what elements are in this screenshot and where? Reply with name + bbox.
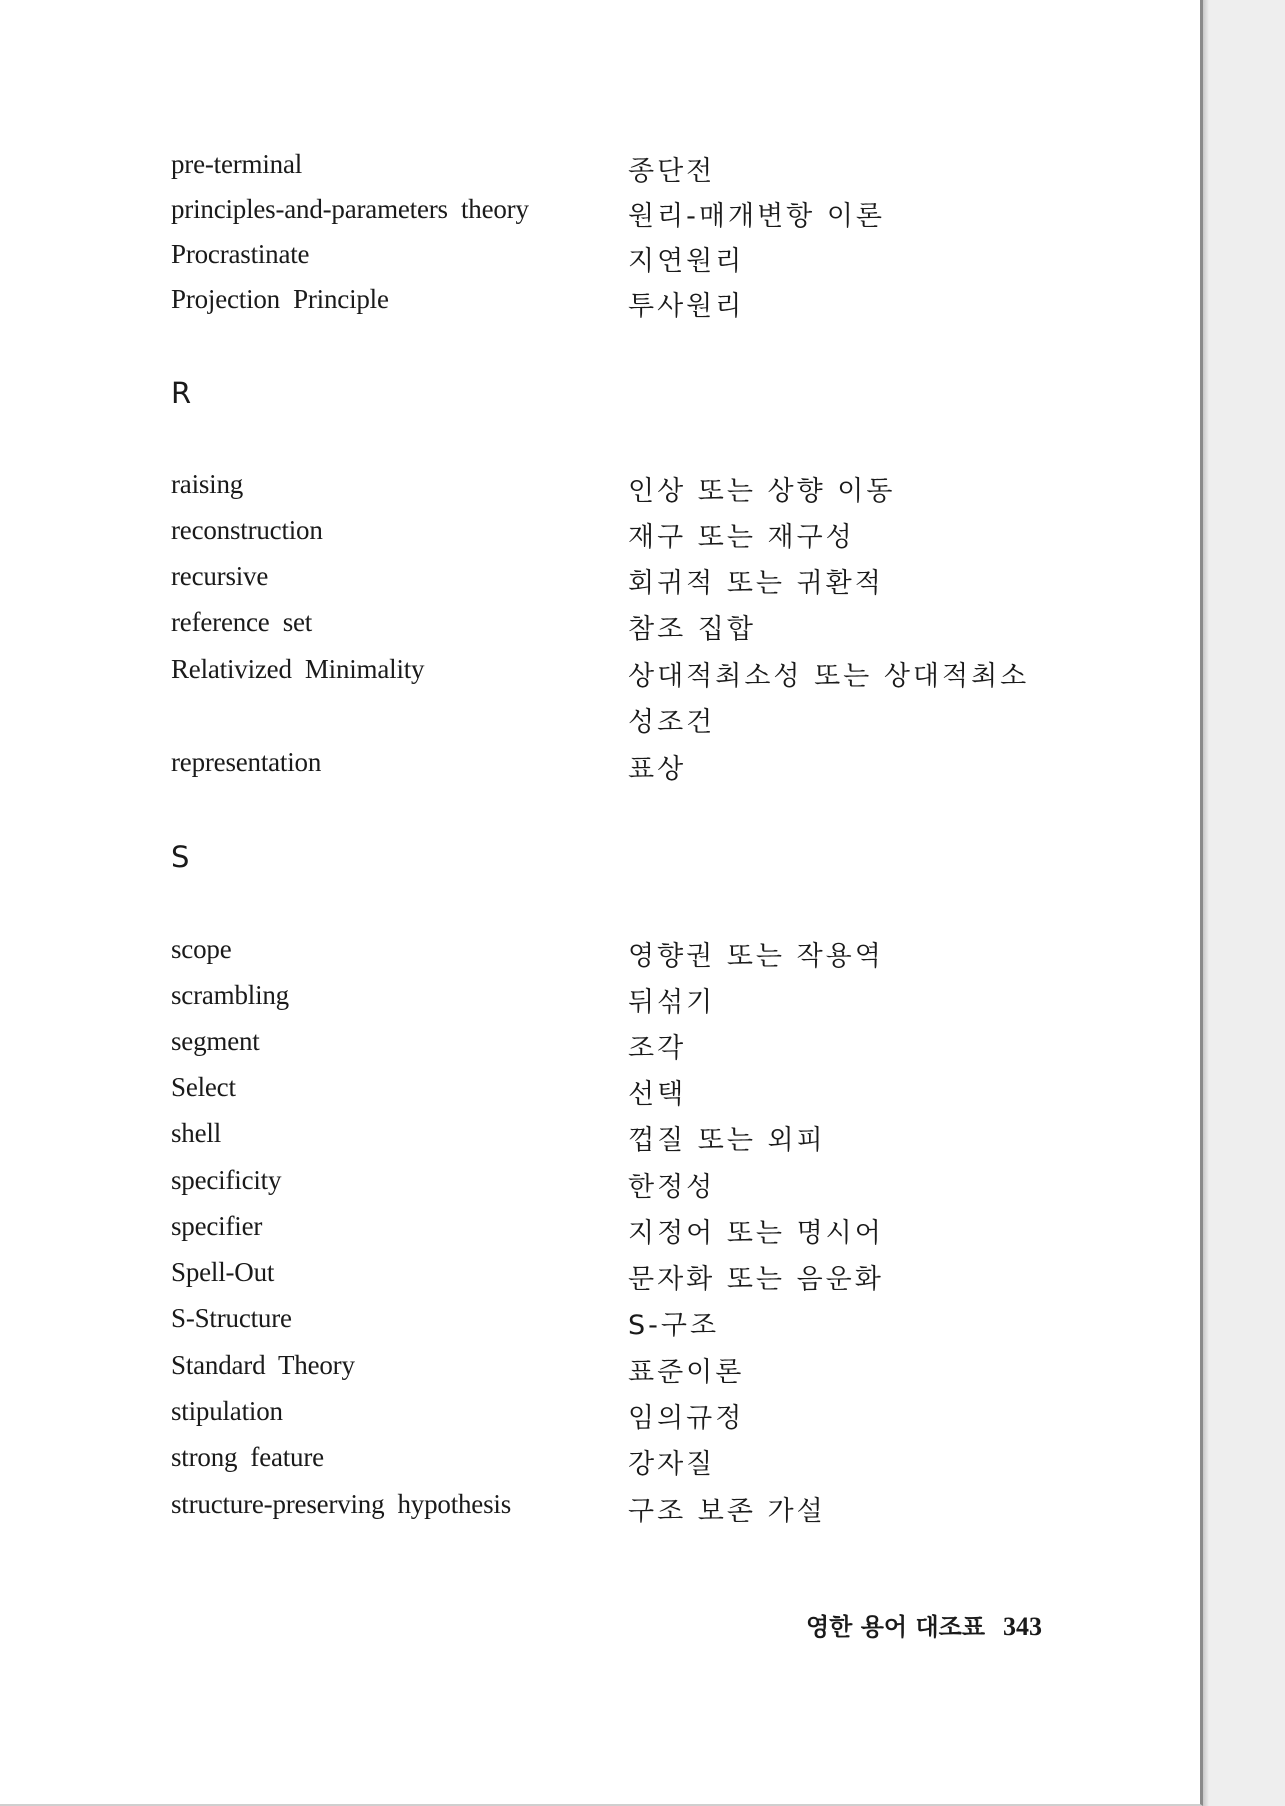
korean-term: 한정성 <box>628 1172 716 1203</box>
korean-term: 선택 <box>628 1079 687 1110</box>
english-term: pre-terminal <box>171 149 303 179</box>
page-footer <box>806 1607 1042 1642</box>
korean-term: 임의규정 <box>628 1403 745 1434</box>
glossary-entry <box>0 747 1200 787</box>
page-edge-shadow <box>1203 0 1209 1806</box>
section-letter-r: R <box>171 376 192 410</box>
english-term: Standard Theory <box>171 1350 355 1380</box>
section-letter-s: S <box>171 840 190 874</box>
english-term: S-Structure <box>171 1303 292 1333</box>
glossary-entry <box>0 1211 1200 1251</box>
korean-term: 조각 <box>628 1033 687 1064</box>
glossary-entry <box>0 561 1200 601</box>
english-term: Select <box>171 1072 236 1102</box>
page-number: 343 <box>1003 1612 1042 1641</box>
glossary-entry <box>0 515 1200 555</box>
english-term: segment <box>171 1026 260 1056</box>
english-term: scrambling <box>171 980 289 1010</box>
glossary-entry <box>0 980 1200 1020</box>
glossary-entry <box>0 284 1200 324</box>
glossary-entry <box>0 934 1200 974</box>
english-term: shell <box>171 1118 221 1148</box>
korean-term: 표상 <box>628 754 687 785</box>
english-term: Spell-Out <box>171 1257 275 1287</box>
english-term: structure-preserving hypothesis <box>171 1489 512 1519</box>
english-term: reference set <box>171 607 313 637</box>
korean-term: 종단전 <box>628 156 716 187</box>
glossary-entry <box>0 607 1200 647</box>
english-term: principles-and-parameters theory <box>171 194 529 224</box>
glossary-entry <box>0 1118 1200 1158</box>
korean-term: 영향권 또는 작용역 <box>628 941 884 972</box>
english-term: recursive <box>171 561 269 591</box>
korean-term: 지연원리 <box>628 246 745 277</box>
english-term: Relativized Minimality <box>171 654 425 684</box>
korean-term-continuation: 성조건 <box>628 707 716 738</box>
korean-term: 인상 또는 상향 이동 <box>628 476 896 507</box>
english-term: strong feature <box>171 1442 324 1472</box>
korean-term: 강자질 <box>628 1449 716 1480</box>
korean-term: 지정어 또는 명시어 <box>628 1218 884 1249</box>
korean-term: 구조 보존 가설 <box>628 1496 826 1527</box>
english-term: Procrastinate <box>171 239 310 269</box>
glossary-entry <box>0 469 1200 509</box>
glossary-entry <box>0 1257 1200 1297</box>
korean-term: 상대적최소성 또는 상대적최소 <box>628 661 1030 692</box>
glossary-entry <box>0 1396 1200 1436</box>
english-term: representation <box>171 747 322 777</box>
glossary-entry <box>0 1350 1200 1390</box>
english-term: stipulation <box>171 1396 283 1426</box>
english-term: scope <box>171 934 232 964</box>
glossary-entry <box>0 149 1200 189</box>
glossary-entry <box>0 1072 1200 1112</box>
glossary-entry <box>0 1489 1200 1529</box>
korean-term: 회귀적 또는 귀환적 <box>628 568 884 599</box>
korean-term: S-구조 <box>628 1310 720 1341</box>
english-term: reconstruction <box>171 515 323 545</box>
english-term: Projection Principle <box>171 284 389 314</box>
korean-term: 참조 집합 <box>628 614 756 645</box>
glossary-entry <box>0 1442 1200 1482</box>
korean-term: 원리-매개변항 이론 <box>628 201 885 232</box>
glossary-entry <box>0 194 1200 234</box>
korean-term: 재구 또는 재구성 <box>628 522 855 553</box>
korean-term: 투사원리 <box>628 291 745 322</box>
glossary-entry <box>0 1026 1200 1066</box>
glossary-entry <box>0 654 1200 744</box>
glossary-entry <box>0 1165 1200 1205</box>
korean-term: 표준이론 <box>628 1357 745 1388</box>
english-term: raising <box>171 469 244 499</box>
english-term: specificity <box>171 1165 282 1195</box>
footer-title: 영한 용어 대조표 <box>806 1613 985 1641</box>
korean-term: 문자화 또는 음운화 <box>628 1264 884 1295</box>
korean-term: 껍질 또는 외피 <box>628 1125 826 1156</box>
glossary-entry <box>0 1303 1200 1343</box>
korean-term: 뒤섞기 <box>628 987 716 1018</box>
glossary-entry <box>0 239 1200 279</box>
english-term: specifier <box>171 1211 263 1241</box>
